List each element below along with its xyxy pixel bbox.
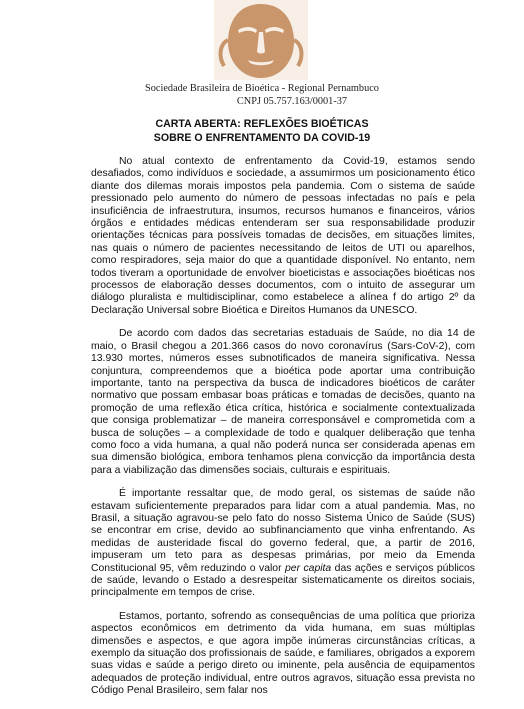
- title-line-1: CARTA ABERTA: REFLEXÕES BIOÉTICAS: [155, 118, 369, 130]
- paragraph-3-part-1: É importante ressaltar que, de modo geral, os sistemas de saúde não estavam suficientemente preparados para lidar com a atual pandemia. Mas, no Brasil, a situação agravou-se pelo fato do nosso Sistema Único de Saúde (SUS) se encontrar em crise, devido ao subfinanciamento que vinha enfrentando. As medidas de austeridade fiscal do governo federal, que, a partir de 2016, impuseram um teto para as despesas primárias, por meio da Emenda Constitucional 95, vêm reduzindo o valor: [91, 488, 475, 574]
- organization-header: [0, 82, 524, 108]
- title-line-2: SOBRE O ENFRENTAMENTO DA COVID-19: [153, 132, 371, 144]
- letter-body: [91, 156, 475, 709]
- paragraph-4: Estamos, portanto, sofrendo as consequências de uma política que prioriza aspectos econômicos em detrimento da vida humana, em suas múltiplas dimensões e aspectos, e que agora impõe inúmeras circunstâncias críticas, a exemplo da situação dos profissionais de saúde, e familiares, obrigados a exporem suas vidas e saúde a perigo direto ou iminente, pela ausência de equipamentos adequados de proteção individual, entre outros agravos, situação essa prevista no Código Penal Brasileiro, sem falar nos: [91, 610, 475, 697]
- paragraph-1: No atual contexto de enfrentamento da Covid-19, estamos sendo desafiados, como indivíduos e sociedade, a assumirmos um posicionamento ético diante dos dilemas morais impostos pela pandemia. Com o sistema de saúde pressionado pelo aumento do número de pessoas infectadas no país e pela insuficiência de infraestrutura, insumos, recursos humanos e financeiros, vários órgãos e entidades médicas entenderam ser sua responsabilidade produzir orientações técnicas para possíveis tomadas de decisões, em situações limites, nas quais o número de pacientes necessitando de leitos de UTI ou aparelhos, como respiradores, seja maior do que a quantidade disponível. No entanto, nem todos tiveram a oportunidade de envolver bioeticistas e associações bioéticas nos processos de elaboração desses documentos, com o intuito de assegurar um diálogo pluralista e multidisciplinar, como estabelece a alínea f do artigo 2º da Declaração Universal sobre Bioética e Direitos Humanos da UNESCO.: [91, 156, 475, 316]
- paragraph-3-part-2: das ações e serviços públicos de saúde, levando o Estado a desrespeitar sistematicamente os direitos sociais, principalmente em tempos de crise.: [91, 562, 475, 599]
- letter-title: [0, 117, 524, 145]
- paragraph-3: [91, 488, 475, 600]
- cnpj-number: CNPJ 05.757.163/0001-37: [236, 96, 348, 107]
- paragraph-2: De acordo com dados das secretarias estaduais de Saúde, no dia 14 de maio, o Brasil chegou a 201.366 casos do novo coronavírus (Sars-CoV-2), com 13.930 mortes, números esses subnotificados de maneira significativa. Nessa conjuntura, compreendemos que a bioética pode aportar uma contribuição importante, tanto na perspectiva da busca de indicadores bioéticos de caráter normativo que possam embasar boas práticas e tomadas de decisões, quanto na promoção de uma reflexão ética crítica, histórica e socialmente contextualizada que consiga problematizar – de maneira corresponsável e comprometida com a busca de soluções – a complexidade de todo e qualquer deliberação que tenha como foco a vida humana, a qual não poderá nunca ser considerada apenas em sua dimensão biológica, embora tenhamos plena convicção da importância desta para a viabilização das dimensões sociais, culturais e espirituais.: [91, 328, 475, 476]
- organization-name: Sociedade Brasileira de Bioética - Regional Pernambuco: [145, 83, 379, 94]
- per-capita-italic: per capita: [285, 562, 332, 574]
- society-logo: [214, 0, 308, 80]
